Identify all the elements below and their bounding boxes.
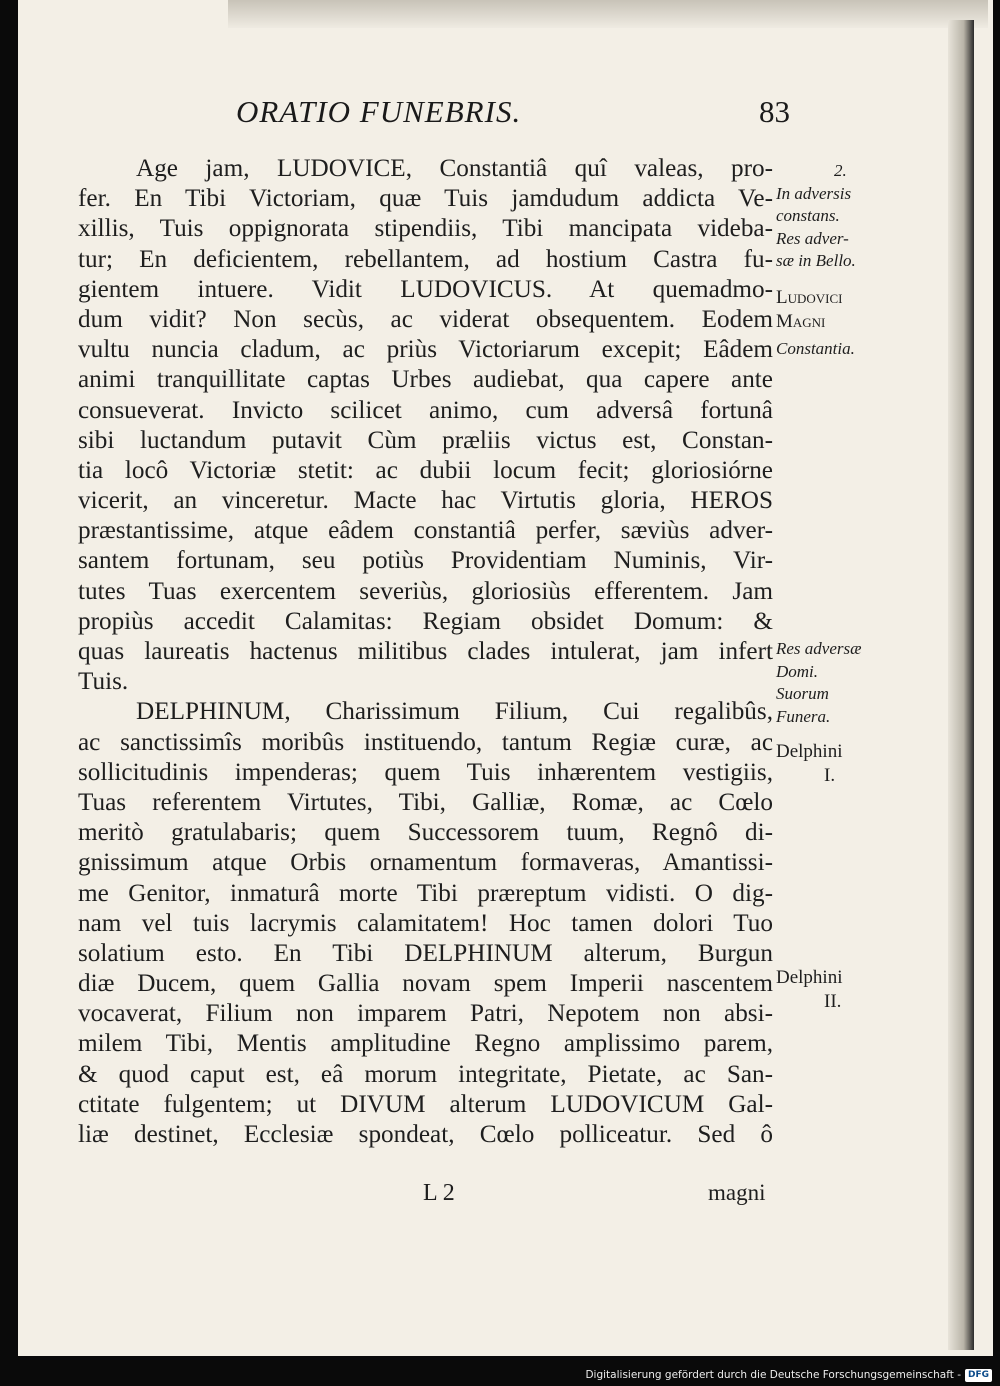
text-line: Age jam, LUDOVICE, Constantiâ quî valeas, pro- [136, 155, 773, 182]
page-sheet [18, 0, 993, 1356]
margin-note-line: Delphini [776, 741, 843, 762]
text-line: vocaverat, Filium non imparem Patri, Nepotem non absi- [78, 1000, 773, 1028]
margin-note-6 [776, 966, 896, 1014]
text-line: milem Tibi, Mentis amplitudine Regno amplissimo parem, [78, 1030, 773, 1058]
margin-note-5 [776, 740, 896, 788]
text-line: santem fortunam, seu potiùs Providentiam Numinis, Vir- [78, 547, 773, 575]
running-head [218, 90, 808, 140]
catchword: magni [708, 1180, 766, 1205]
margin-note-3 [776, 338, 896, 361]
text-line: tur; En deficientem, rebellantem, ad hostium Castra fu- [78, 245, 773, 273]
dfg-logo: DFG [965, 1369, 992, 1382]
text-line: meritò gratulabaris; quem Successorem tuum, Regnô di- [78, 819, 773, 847]
text-line: fer. En Tibi Victoriam, quæ Tuis jamdudum addicta Ve- [78, 185, 773, 213]
margin-note-line: Funera. [776, 706, 831, 726]
signature-mark: L 2 [423, 1180, 455, 1206]
page-number: 83 [759, 94, 790, 129]
margin-note-line: Magni [776, 311, 826, 332]
text-line: Tuas referentem Virtutes, Tibi, Galliæ, Romæ, ac Cœlo [78, 788, 773, 816]
text-line: vicerit, an vinceretur. Macte hac Virtutis gloria, HEROS [78, 487, 773, 515]
text-line: liæ destinet, Ecclesiæ spondeat, Cœlo polliceatur. Sed ô [78, 1121, 773, 1148]
margin-note-line: 2. [834, 161, 847, 180]
margin-note-line: Suorum [776, 684, 829, 703]
text-line: ac sanctissimîs moribûs instituendo, tantum Regiæ curæ, ac [78, 728, 773, 756]
body-text [78, 154, 773, 1150]
page-top-fold [228, 0, 988, 28]
digitization-footer [585, 1366, 992, 1384]
text-line: gnissimum atque Orbis ornamentum formaveras, Amantissi- [78, 849, 773, 877]
text-line: me Genitor, inmaturâ morte Tibi præreptum vidisti. O dig- [78, 879, 773, 907]
margin-note-line: Domi. [776, 661, 819, 681]
text-line: tutes Tuas exercentem severiùs, gloriosiùs efferentem. Jam [78, 577, 773, 605]
text-line: propiùs accedit Calamitas: Regiam obsidet Domum: & [78, 607, 773, 635]
margin-note-line: Constantia. [776, 339, 855, 358]
text-line: Tuis. [78, 668, 129, 696]
text-line: animi tranquillitate captas Urbes audiebat, qua capere ante [78, 366, 773, 394]
text-line: dum vidit? Non secùs, ac viderat obsequentem. Eodem [78, 305, 773, 333]
text-line: xillis, Tuis oppignorata stipendiis, Tibi mancipata videba- [78, 215, 773, 243]
text-line: sibi luctandum putavit Cùm præliis victus est, Constan- [78, 426, 773, 454]
text-line: quas laureatis hactenus militibus clades intulerat, jam infert [78, 638, 773, 665]
margin-note-4 [776, 638, 896, 728]
margin-note-line: Res adversæ [776, 639, 862, 658]
text-line: gientem intuere. Vidit LUDOVICUS. At quemadmo- [78, 275, 773, 303]
margin-note-2 [776, 286, 896, 334]
text-line: consueverat. Invicto scilicet animo, cum adversâ fortunâ [78, 396, 773, 424]
footer-text: Digitalisierung gefördert durch die Deutsche Forschungsgemeinschaft - [585, 1369, 961, 1381]
running-title: ORATIO FUNEBRIS. [236, 94, 522, 129]
text-line: & quod caput est, eâ morum integritate, Pietate, ac San- [78, 1060, 773, 1088]
margin-note-line: II. [824, 991, 842, 1012]
text-line: tia locô Victoriæ stetit: ac dubii locum fecit; gloriosiórne [78, 456, 773, 484]
text-line: sollicitudinis impenderas; quem Tuis inhærentem vestigiis, [78, 758, 773, 786]
margin-note-line: constans. [776, 206, 840, 225]
text-line: solatium esto. En Tibi DELPHINUM alterum, Burgun [78, 939, 773, 967]
margin-note-line: In adversis [776, 183, 852, 203]
page-right-edge [948, 20, 974, 1350]
text-line: DELPHINUM, Charissimum Filium, Cui regalibûs, [136, 698, 773, 726]
margin-note-line: sæ in Bello. [776, 251, 856, 270]
text-line: præstantissime, atque eâdem constantiâ perfer, sæviùs adver- [78, 517, 773, 545]
margin-note-1 [776, 160, 896, 273]
text-line: diæ Ducem, quem Gallia novam spem Imperii nascentem [78, 970, 773, 998]
text-line: nam vel tuis lacrymis calamitatem! Hoc tamen dolori Tuo [78, 909, 773, 937]
margin-note-line: Ludovici [776, 287, 843, 308]
margin-note-line: Res adver- [776, 228, 849, 248]
text-line: ctitate fulgentem; ut DIVUM alterum LUDOVICUM Gal- [78, 1090, 773, 1118]
margin-note-line: Delphini [776, 967, 843, 988]
margin-note-line: I. [824, 765, 836, 786]
text-line: vultu nuncia cladum, ac priùs Victoriarum excepit; Eâdem [78, 336, 773, 364]
